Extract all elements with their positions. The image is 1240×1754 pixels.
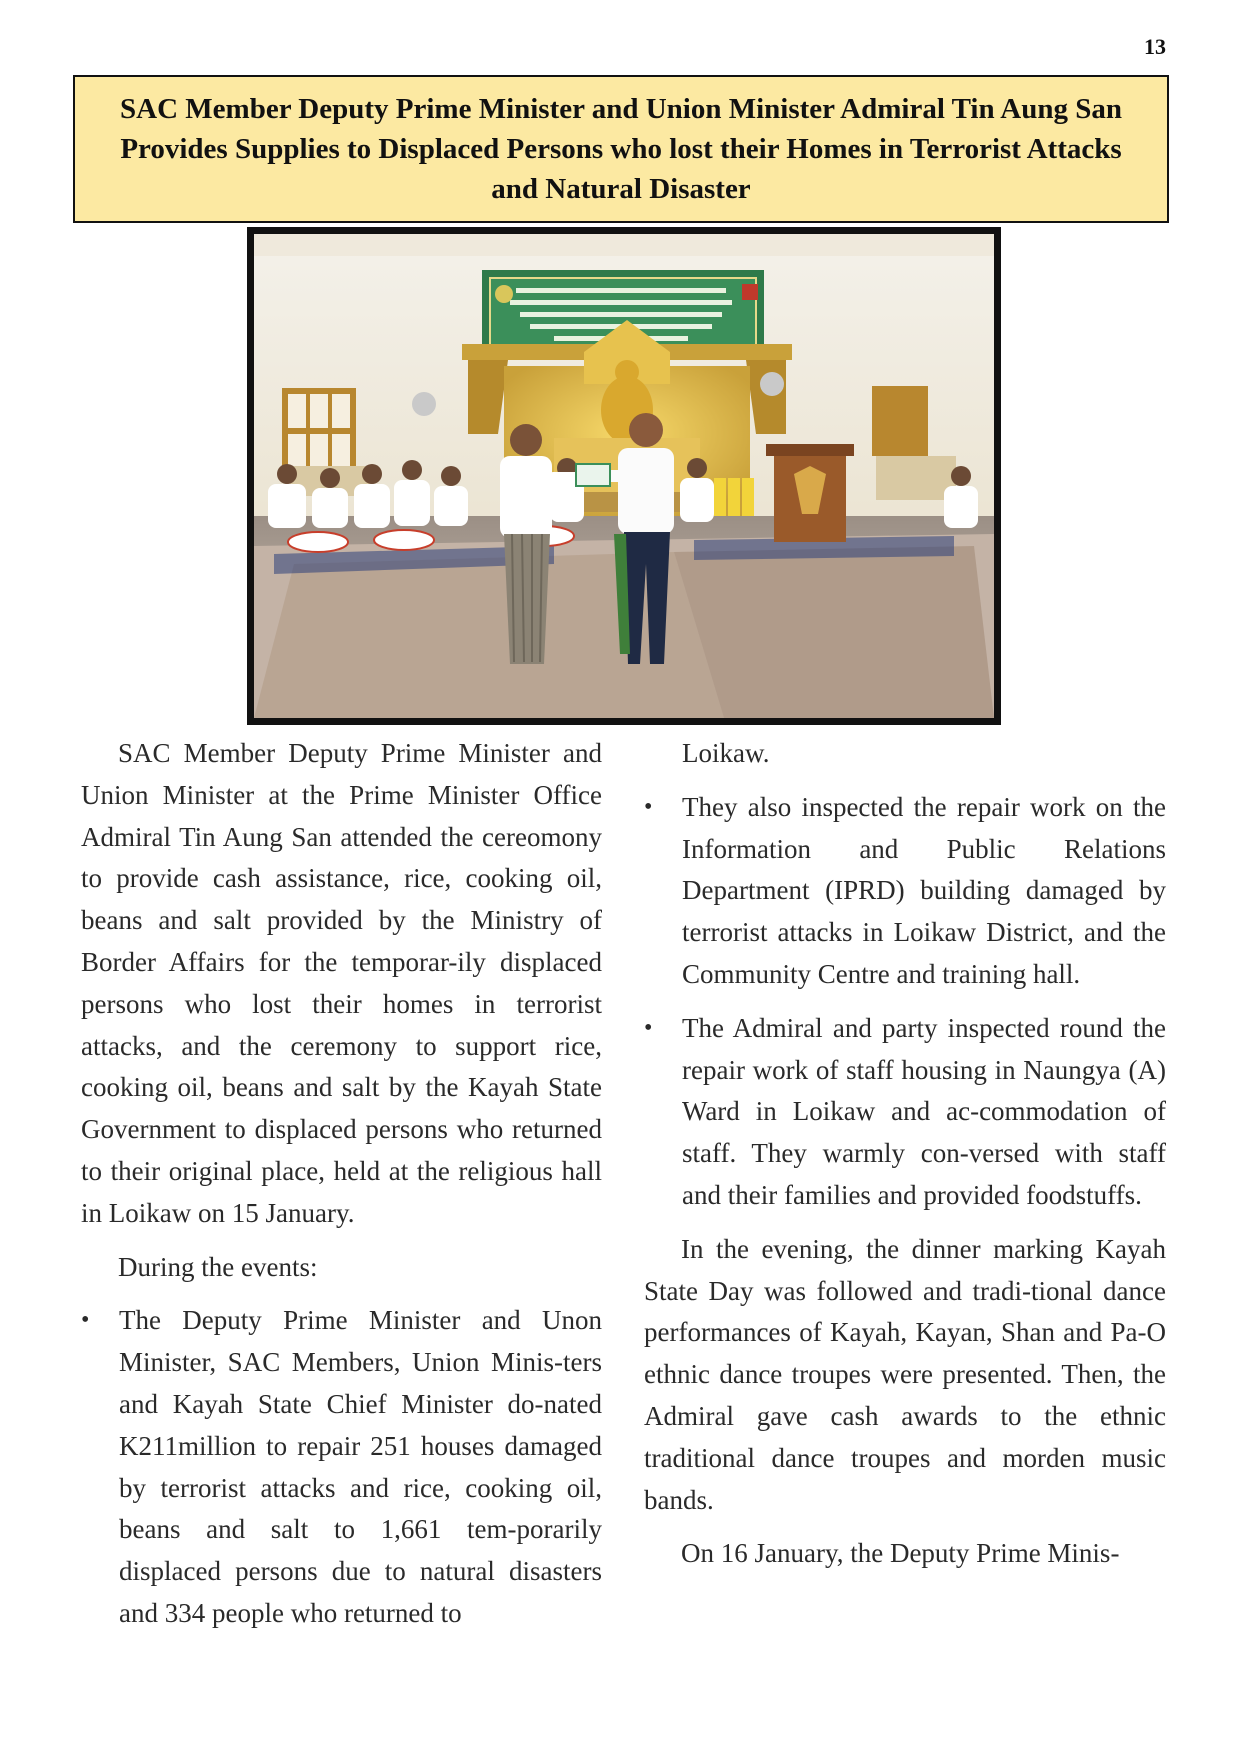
list-item: • The Admiral and party inspected round the repair work of staff housing in Naungya (A) Ward in Loikaw and ac-commodation of staff. They warmly con-versed with staff and their families and provided foodstuffs. bbox=[644, 1008, 1166, 1217]
list-item-continuation: Loikaw. bbox=[682, 738, 770, 768]
list-item: • The Deputy Prime Minister and Unon Minister, SAC Members, Union Minis-ters and Kayah State Chief Minister do-nated K211million to repair 251 houses damaged by terrorist attacks and rice, cooking oil, beans and salt to 1,661 tem-porarily displaced persons due to natural disasters and 334 people who returned to bbox=[81, 1300, 602, 1634]
headline-box bbox=[73, 75, 1169, 223]
right-column bbox=[644, 733, 1166, 1587]
events-lead: During the events: bbox=[118, 1251, 318, 1282]
events-list bbox=[81, 1300, 602, 1634]
headline: SAC Member Deputy Prime Minister and Union Minister Admiral Tin Aung San Provides Supplies to Displaced Persons who lost their Homes in Terrorist Attacks and Natural Disaster bbox=[120, 93, 1122, 205]
events-list-continued bbox=[644, 787, 1166, 1217]
closing-paragraph: On 16 January, the Deputy Prime Minis- bbox=[681, 1538, 1120, 1569]
intro-paragraph: SAC Member Deputy Prime Minister and Union Minister at the Prime Minister Office Admiral Tin Aung San attended the cereomony to provide cash assistance, rice, cooking oil, beans and salt provided by the Ministry of Border Affairs for the temporar-ily displaced persons who lost their homes in terrorist attacks, and the ceremony to support rice, cooking oil, beans and salt by the Kayah State Government to displaced persons who returned to their original place, held at the religious hall in Loikaw on 15 January. bbox=[81, 738, 602, 1228]
photo-illustration bbox=[254, 234, 994, 718]
news-photo bbox=[247, 227, 1001, 725]
evening-paragraph: In the evening, the dinner marking Kayah State Day was followed and tradi-tional dance performances of Kayah, Kayan, Shan and Pa-O ethnic dance troupes were presented. Then, the Admiral gave cash awards to the ethnic traditional dance troupes and morden music bands. bbox=[644, 1233, 1166, 1515]
left-column bbox=[81, 733, 602, 1647]
page-number: 13 bbox=[1144, 34, 1166, 59]
list-item: • They also inspected the repair work on the Information and Public Relations Department (IPRD) building damaged by terrorist attacks in Loikaw District, and the Community Centre and training hall. bbox=[644, 787, 1166, 996]
